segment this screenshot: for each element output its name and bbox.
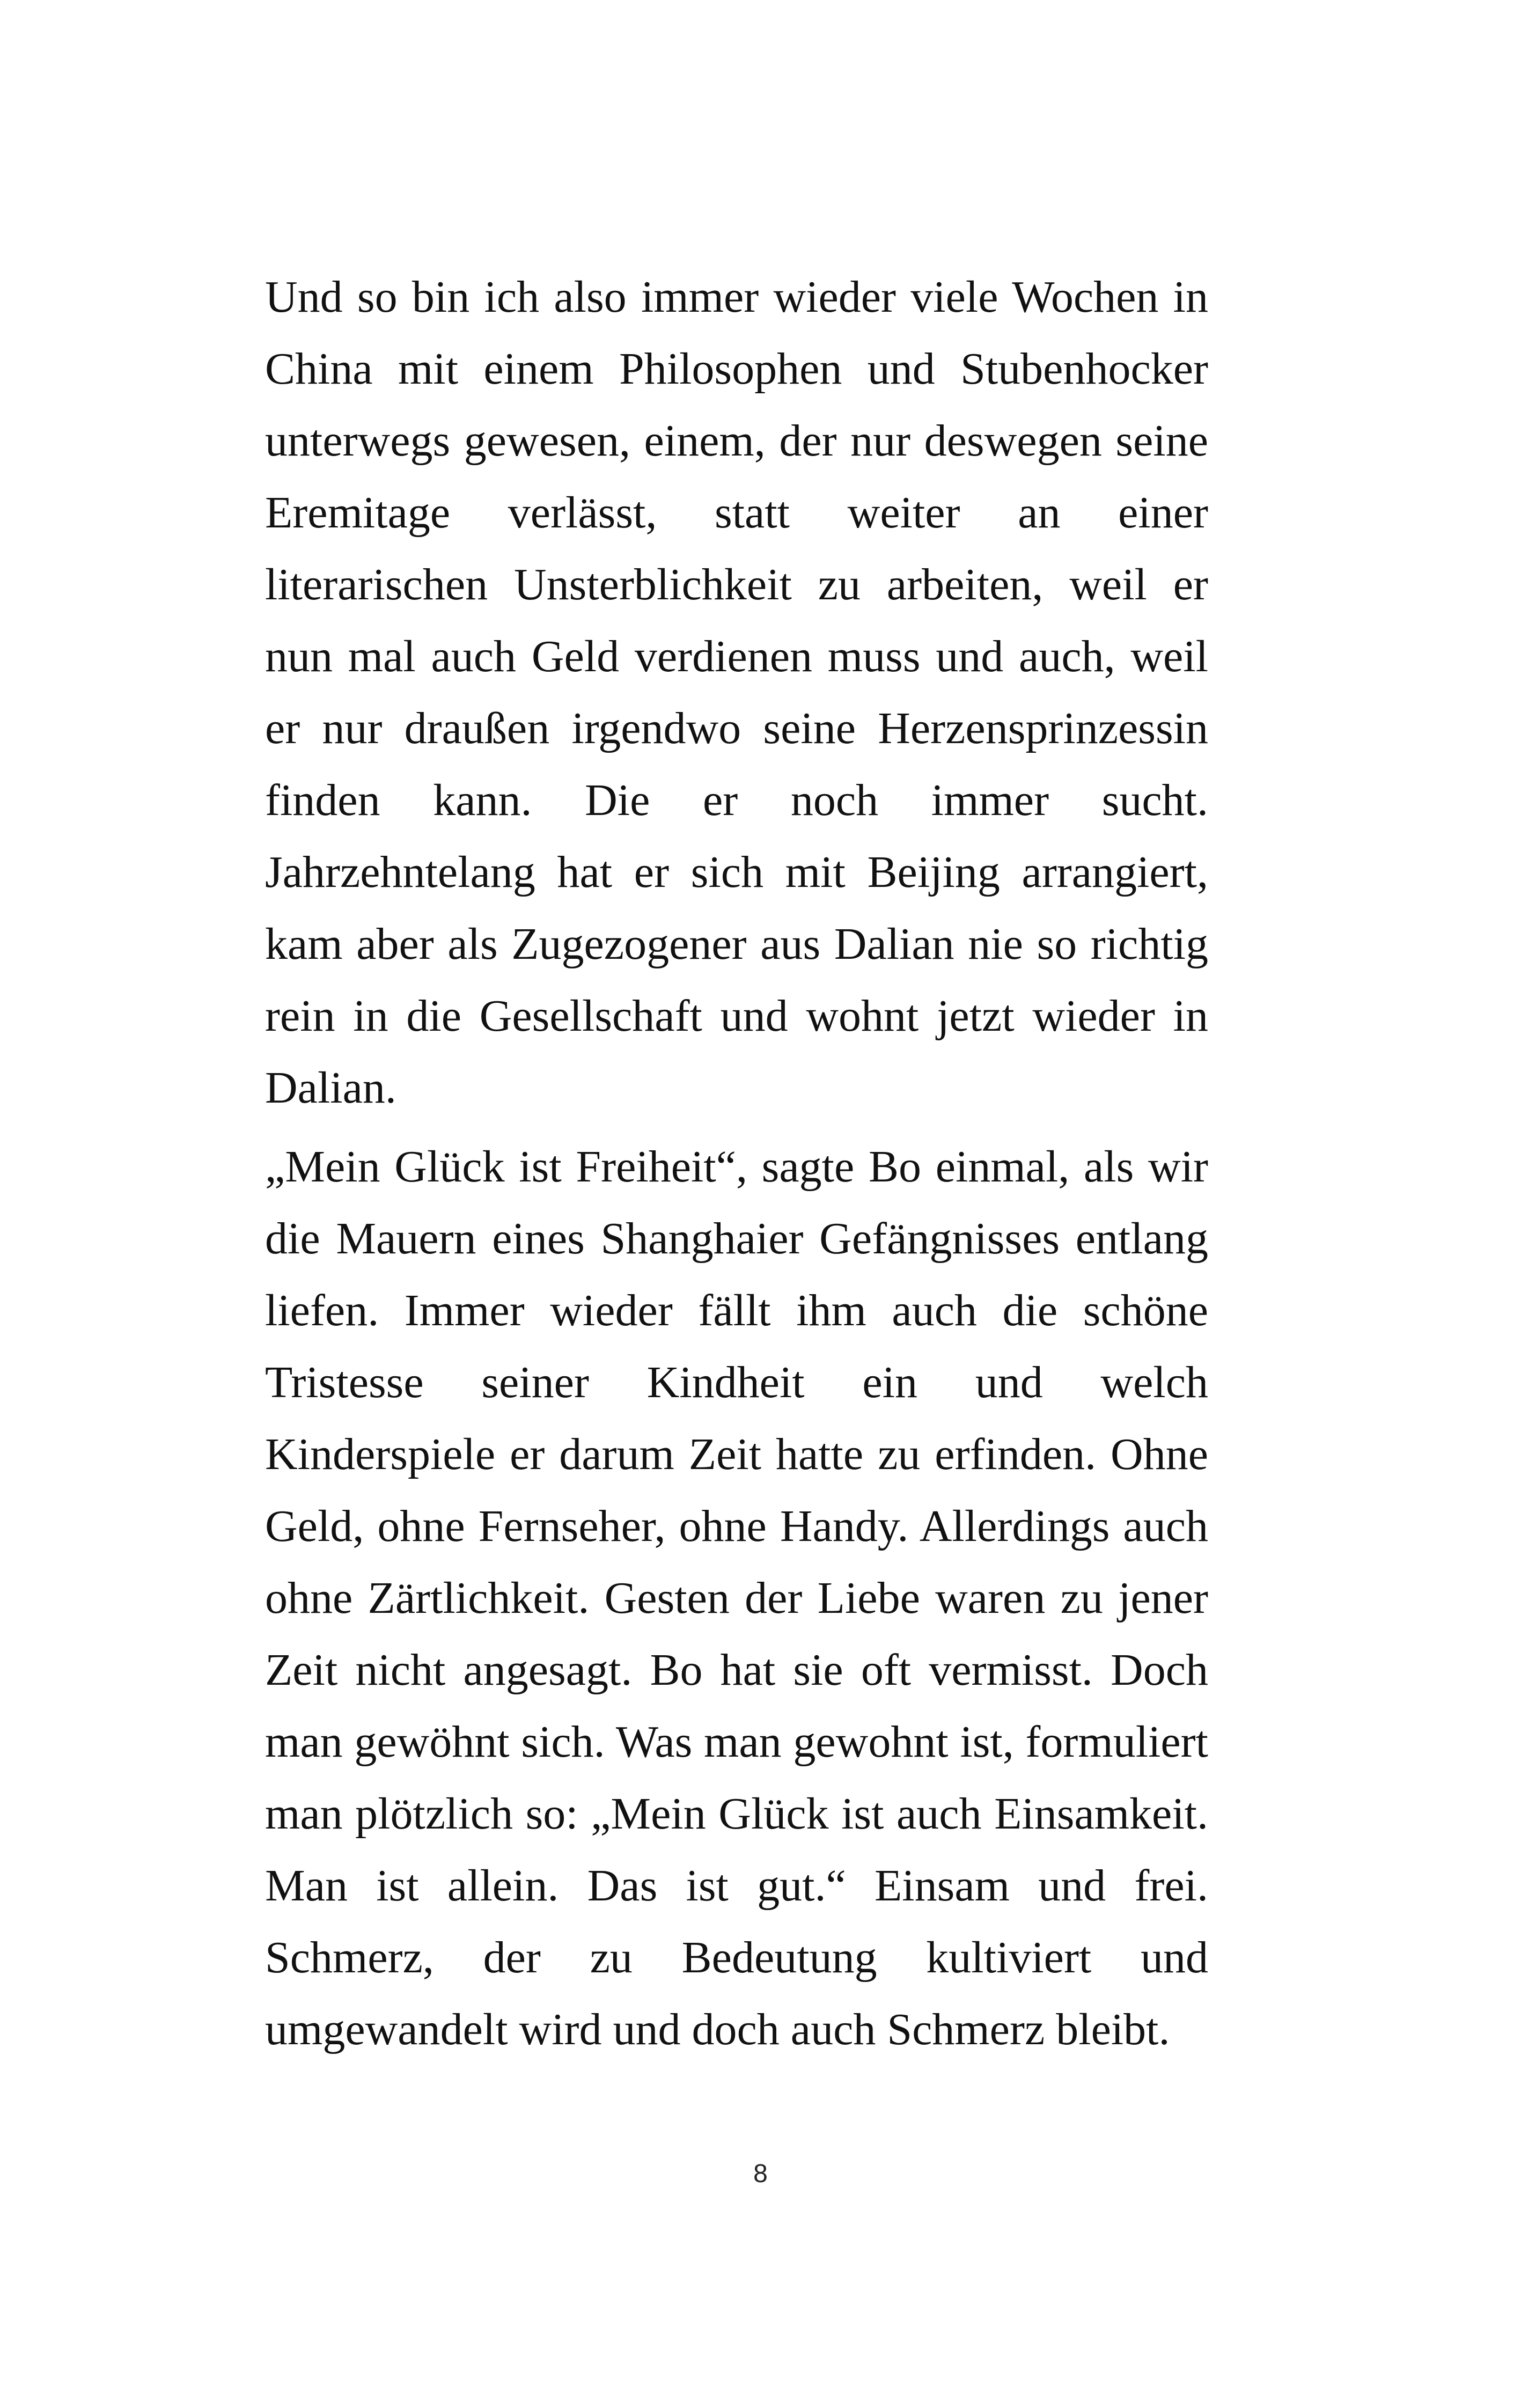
- paragraph-2-container: [265, 1131, 1208, 2066]
- paragraph-1: Und so bin ich also immer wieder viele Wochen in China mit einem Philosophen und Stubenhocker unterwegs gewesen, einem, der nur deswegen seine Eremitage verlässt, statt weiter an einer literarischen Unsterblichkeit zu arbeiten, weil er nun mal auch Geld verdienen muss und auch, weil er nur draußen irgendwo seine Herzensprinzessin finden kann. Die er noch immer sucht. Jahrzehntelang hat er sich mit Beijing arrangiert, kam aber als Zugezogener aus Dalian nie so richtig rein in die Gesellschaft und wohnt jetzt wieder in Dalian.: [265, 272, 1208, 1113]
- paragraph-1-container: [265, 261, 1208, 1124]
- page-number: 8: [753, 2160, 768, 2188]
- paragraph-2: „Mein Glück ist Freiheit“, sagte Bo einmal, als wir die Mauern eines Shanghaier Gefängnisses entlang liefen. Immer wieder fällt ihm auch die schöne Tristesse seiner Kindheit ein und welch Kinderspiele er darum Zeit hatte zu erfinden. Ohne Geld, ohne Fernseher, ohne Handy. Allerdings auch ohne Zärtlichkeit. Gesten der Liebe waren zu jener Zeit nicht angesagt. Bo hat sie oft vermisst. Doch man gewöhnt sich. Was man gewohnt ist, formuliert man plötzlich so: „Mein Glück ist auch Einsamkeit. Man ist allein. Das ist gut.“ Einsam und frei. Schmerz, der zu Bedeutung kultiviert und umgewandelt wird und doch auch Schmerz bleibt.: [265, 1142, 1208, 2054]
